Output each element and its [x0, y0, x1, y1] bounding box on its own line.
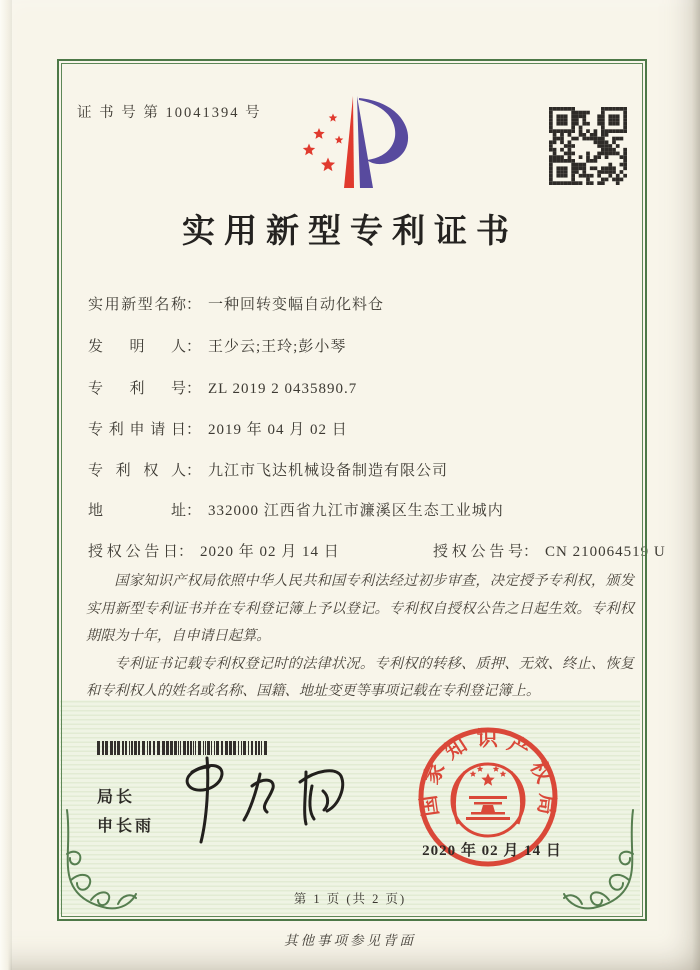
grant-date-value: 2020 年 02 月 14 日	[200, 544, 340, 560]
grant-number-group: 授权公告号： CN 210064519 U	[433, 540, 666, 561]
field-value: ZL 2019 2 0435890.7	[208, 381, 358, 397]
national-emblem-icon	[452, 764, 524, 836]
legal-paragraph-2: 专利证书记载专利权登记时的法律状况。专利权的转移、质押、无效、终止、恢复和专利权人的姓名或名称、国籍、地址变更等事项记载在专利登记簿上。	[86, 655, 634, 699]
grant-date-label: 授权公告日	[88, 544, 178, 560]
field-row-filing-date: 专利申请日： 2019 年 04 月 02 日	[88, 418, 348, 439]
grant-number-label: 授权公告号	[433, 544, 523, 560]
page-info: 第 1 页 (共 2 页)	[293, 892, 407, 906]
field-label: 实用新型名称	[88, 297, 186, 313]
field-row-patentee: 专利权人： 九江市飞达机械设备制造有限公司	[88, 459, 448, 480]
field-value: 2019 年 04 月 02 日	[208, 422, 348, 438]
legal-paragraph-1: 国家知识产权局依照中华人民共和国专利法经过初步审查，决定授予专利权，颁发实用新型专利证书并在专利登记簿上予以登记。专利权自授权公告之日起生效。专利权期限为十年，自申请日起算。	[86, 573, 634, 644]
cnipa-logo-icon	[283, 88, 423, 198]
field-row-inventors: 发明人： 王少云;王玲;彭小琴	[88, 335, 346, 356]
signature-panel	[60, 700, 640, 914]
field-row-grant: 授权公告日： 2020 年 02 月 14 日 授权公告号： CN 210064519 U	[88, 540, 648, 561]
signature-ink	[160, 750, 370, 855]
certificate-number: 证 书 号 第 10041394 号	[77, 105, 262, 121]
seal-text: 国家知识产权局	[416, 726, 560, 818]
field-row-name: 实用新型名称： 一种回转变幅自动化料仓	[88, 293, 384, 314]
field-label: 专利权人	[88, 463, 186, 479]
field-value: 一种回转变幅自动化料仓	[208, 297, 385, 313]
legal-text	[86, 568, 634, 706]
qr-code	[549, 107, 627, 185]
grant-number-value: CN 210064519 U	[545, 544, 666, 560]
field-label: 专利号	[88, 381, 186, 397]
signer-name: 申长雨	[97, 818, 155, 835]
field-value: 王少云;王玲;彭小琴	[208, 339, 347, 355]
footer-note: 其他事项参见背面	[284, 933, 416, 948]
seal-date: 2020 年 02 月 14 日	[422, 843, 562, 859]
certificate-title: 实用新型专利证书	[182, 214, 518, 250]
field-row-address: 地址： 332000 江西省九江市濂溪区生态工业城内	[88, 499, 504, 520]
field-value: 332000 江西省九江市濂溪区生态工业城内	[208, 503, 504, 519]
field-label: 专利申请日	[88, 422, 186, 438]
field-value: 九江市飞达机械设备制造有限公司	[208, 463, 449, 479]
field-row-patent-number: 专利号： ZL 2019 2 0435890.7	[88, 377, 357, 398]
field-label: 发明人	[88, 339, 186, 355]
field-label: 地址	[88, 503, 186, 519]
signer-title: 局长	[97, 789, 136, 806]
